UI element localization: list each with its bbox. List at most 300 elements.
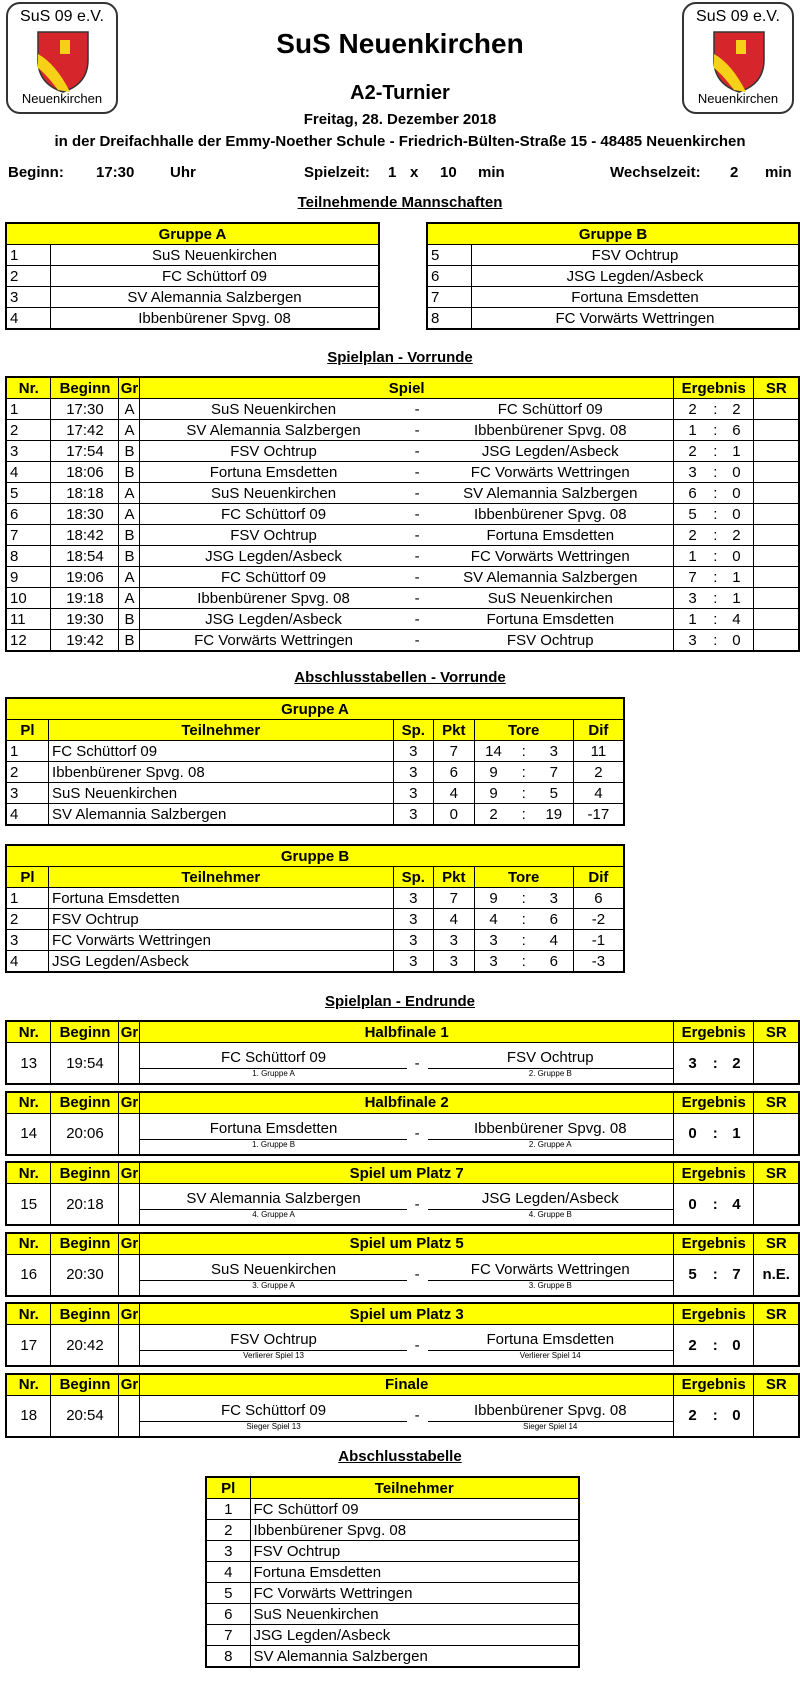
score-colon: :: [711, 504, 719, 525]
vs-dash: -: [407, 1184, 428, 1226]
goals-for: 9: [474, 888, 512, 909]
match-referee-note: [754, 1395, 799, 1437]
col-begin: Beginn: [51, 1162, 119, 1184]
col-sr: SR: [754, 1233, 799, 1255]
col-nr: Nr.: [6, 1374, 51, 1396]
final-team: FSV Ochtrup: [250, 1541, 579, 1562]
play-label: Spielzeit:: [304, 164, 370, 181]
col-team: Teilnehmer: [250, 1477, 579, 1499]
home-team: JSG Legden/Asbeck: [140, 609, 407, 630]
match-nr: 15: [6, 1184, 51, 1226]
away-goals: 0: [719, 546, 754, 567]
section-final-table-title: Abschlusstabelle: [338, 1448, 462, 1465]
group-a-title: Gruppe A: [6, 223, 379, 245]
standing-played: 3: [393, 951, 434, 973]
team-nr: 6: [427, 266, 472, 287]
match-time: 18:30: [51, 504, 119, 525]
col-sp: Sp.: [393, 720, 434, 741]
standing-played: 3: [393, 930, 434, 951]
col-gr: Gr: [119, 1303, 140, 1325]
change-label: Wechselzeit:: [610, 164, 701, 181]
home-team-cell: [140, 1254, 407, 1296]
final-header-row: [6, 1162, 799, 1184]
match-nr: 16: [6, 1254, 51, 1296]
home-seed-note: 1. Gruppe B: [251, 1139, 296, 1149]
goal-difference: -17: [573, 804, 624, 826]
goals-for: 9: [474, 783, 512, 804]
play-x: x: [410, 164, 419, 181]
team-name: JSG Legden/Asbeck: [472, 266, 800, 287]
match-group: A: [119, 567, 140, 588]
goals-colon: :: [513, 741, 535, 762]
final-standings-header-row: [206, 1477, 579, 1499]
match-nr: 1: [6, 399, 51, 420]
match-row: [6, 630, 799, 652]
home-goals: 2: [673, 441, 711, 462]
home-seed-note: 1. Gruppe A: [252, 1069, 295, 1078]
col-gr: Gr: [119, 1233, 140, 1255]
match-group: A: [119, 588, 140, 609]
goal-difference: -1: [573, 930, 624, 951]
col-pkt: Pkt: [434, 720, 475, 741]
score-colon: :: [711, 1043, 719, 1085]
standing-team: JSG Legden/Asbeck: [49, 951, 393, 973]
away-goals: 0: [719, 462, 754, 483]
match-referee-note: [754, 1325, 799, 1367]
begin-time: 17:30: [96, 164, 135, 181]
col-gr: Gr: [119, 1374, 140, 1396]
standing-place: 3: [6, 783, 49, 804]
col-nr: Nr.: [6, 1092, 51, 1114]
match-nr: 5: [6, 483, 51, 504]
home-team: SV Alemannia Salzbergen: [186, 1190, 361, 1207]
score-colon: :: [711, 630, 719, 652]
home-seed-note: Verlierer Spiel 13: [243, 1351, 304, 1360]
away-team: JSG Legden/Asbeck: [428, 441, 674, 462]
vs-dash: -: [407, 1325, 428, 1367]
final-header-row: [6, 1021, 799, 1043]
final-place: 7: [206, 1625, 250, 1646]
standing-points: 0: [434, 804, 475, 826]
home-team-block: [140, 1255, 406, 1295]
final-team: FC Vorwärts Wettringen: [250, 1583, 579, 1604]
match-referee: [754, 609, 799, 630]
logo-top-text: SuS 09 e.V.: [20, 8, 104, 25]
standing-place: 2: [6, 909, 49, 930]
final-team: FC Schüttorf 09: [250, 1499, 579, 1520]
away-goals: 1: [719, 588, 754, 609]
round-title: Spiel um Platz 3: [140, 1303, 674, 1325]
away-team: FC Vorwärts Wettringen: [428, 546, 674, 567]
vs-dash: -: [407, 1395, 428, 1437]
match-group: A: [119, 399, 140, 420]
col-result: Ergebnis: [673, 1374, 754, 1396]
standings-row: [6, 741, 624, 762]
final-match-table: [5, 1161, 800, 1226]
away-team: Fortuna Emsdetten: [428, 609, 674, 630]
goal-difference: 4: [573, 783, 624, 804]
standing-points: 3: [434, 951, 475, 973]
home-seed-note: Sieger Spiel 13: [246, 1421, 301, 1431]
away-seed-note: Sieger Spiel 14: [523, 1421, 578, 1431]
match-nr: 18: [6, 1395, 51, 1437]
round-title: Halbfinale 2: [140, 1092, 674, 1114]
match-group: B: [119, 525, 140, 546]
goals-colon: :: [513, 909, 535, 930]
home-seed-note: 3. Gruppe A: [252, 1280, 295, 1290]
home-goals: 5: [673, 1254, 711, 1296]
final-match-table: [5, 1373, 800, 1438]
col-sr: SR: [754, 1303, 799, 1325]
away-team-block: [428, 1043, 673, 1083]
team-row: [6, 308, 379, 330]
standing-place: 1: [6, 888, 49, 909]
away-goals: 1: [719, 1113, 754, 1155]
col-sp: Sp.: [393, 867, 434, 888]
team-nr: 7: [427, 287, 472, 308]
col-begin: Beginn: [51, 1092, 119, 1114]
final-standings-row: [206, 1520, 579, 1541]
home-goals: 2: [673, 1395, 711, 1437]
match-group: [119, 1395, 140, 1437]
home-team: FC Vorwärts Wettringen: [140, 630, 407, 652]
score-colon: :: [711, 588, 719, 609]
home-goals: 1: [673, 546, 711, 567]
standing-team: FC Schüttorf 09: [49, 741, 393, 762]
vs-dash: -: [407, 504, 428, 525]
match-referee: [754, 546, 799, 567]
score-colon: :: [711, 441, 719, 462]
home-goals: 1: [673, 609, 711, 630]
vs-dash: -: [407, 1113, 428, 1155]
col-gr: Gr: [119, 1021, 140, 1043]
home-team: FC Schüttorf 09: [221, 1401, 327, 1419]
match-referee: [754, 525, 799, 546]
home-team: FSV Ochtrup: [140, 441, 407, 462]
final-standings-row: [206, 1583, 579, 1604]
away-goals: 2: [719, 399, 754, 420]
match-group: B: [119, 441, 140, 462]
goals-against: 6: [535, 909, 573, 930]
away-team-block: [428, 1255, 673, 1295]
away-goals: 0: [719, 1325, 754, 1367]
match-row: [6, 420, 799, 441]
col-sr: SR: [754, 1092, 799, 1114]
logo-bottom-text: Neuenkirchen: [21, 91, 103, 106]
standing-place: 4: [6, 951, 49, 973]
round-title: Spiel um Platz 7: [140, 1162, 674, 1184]
team-name: FC Schüttorf 09: [51, 266, 380, 287]
away-team: Ibbenbürener Spvg. 08: [428, 504, 674, 525]
final-header-row: [6, 1233, 799, 1255]
final-place: 2: [206, 1520, 250, 1541]
col-nr: Nr.: [6, 1021, 51, 1043]
home-goals: 6: [673, 483, 711, 504]
goal-difference: -3: [573, 951, 624, 973]
standings-row: [6, 909, 624, 930]
home-goals: 1: [673, 420, 711, 441]
final-match-table: [5, 1302, 800, 1367]
score-colon: :: [711, 1184, 719, 1226]
final-header-row: [6, 1303, 799, 1325]
final-team: SuS Neuenkirchen: [250, 1604, 579, 1625]
home-team-block: [140, 1184, 406, 1224]
goals-against: 3: [535, 888, 573, 909]
col-team: Teilnehmer: [49, 867, 393, 888]
col-result: Ergebnis: [673, 1303, 754, 1325]
away-team: FC Vorwärts Wettringen: [428, 462, 674, 483]
goals-against: 6: [535, 951, 573, 973]
team-row: [427, 245, 799, 266]
final-match-table: [5, 1020, 800, 1085]
away-team: SuS Neuenkirchen: [428, 588, 674, 609]
match-referee: [754, 588, 799, 609]
col-sr: SR: [754, 377, 799, 399]
team-name: FC Vorwärts Wettringen: [472, 308, 800, 330]
standing-points: 7: [434, 888, 475, 909]
goals-colon: :: [513, 783, 535, 804]
away-team-cell: [428, 1043, 674, 1085]
home-team: Fortuna Emsdetten: [209, 1119, 338, 1137]
team-nr: 3: [6, 287, 51, 308]
score-colon: :: [711, 1254, 719, 1296]
final-team: SV Alemannia Salzbergen: [250, 1646, 579, 1668]
match-group: A: [119, 483, 140, 504]
match-time: 19:30: [51, 609, 119, 630]
col-sr: SR: [754, 1021, 799, 1043]
final-place: 8: [206, 1646, 250, 1668]
page-title: SuS Neuenkirchen: [276, 28, 524, 59]
match-referee-note: [754, 1043, 799, 1085]
col-game: Spiel: [140, 377, 674, 399]
final-place: 1: [206, 1499, 250, 1520]
home-team: SuS Neuenkirchen: [211, 1260, 337, 1278]
round-title: Halbfinale 1: [140, 1021, 674, 1043]
away-seed-note: 2. Gruppe B: [528, 1069, 572, 1078]
match-row: [6, 399, 799, 420]
score-colon: :: [711, 546, 719, 567]
match-time: 18:42: [51, 525, 119, 546]
group-b-teams-table: [426, 222, 800, 330]
score-colon: :: [711, 462, 719, 483]
away-seed-note: Verlierer Spiel 14: [519, 1351, 581, 1360]
vs-dash: -: [407, 567, 428, 588]
home-goals: 3: [673, 630, 711, 652]
col-begin: Beginn: [51, 1303, 119, 1325]
home-team: SuS Neuenkirchen: [140, 483, 407, 504]
score-colon: :: [711, 567, 719, 588]
standings-row: [6, 888, 624, 909]
team-row: [427, 266, 799, 287]
match-referee: [754, 483, 799, 504]
final-place: 6: [206, 1604, 250, 1625]
score-colon: :: [711, 525, 719, 546]
home-team-block: [140, 1325, 406, 1365]
vs-dash: -: [407, 525, 428, 546]
final-team: JSG Legden/Asbeck: [250, 1625, 579, 1646]
away-goals: 0: [719, 504, 754, 525]
standings-header-row: [6, 867, 624, 888]
standing-team: FSV Ochtrup: [49, 909, 393, 930]
final-standings-row: [206, 1499, 579, 1520]
home-team: JSG Legden/Asbeck: [140, 546, 407, 567]
final-match-table: [5, 1232, 800, 1297]
event-date: Freitag, 28. Dezember 2018: [303, 111, 497, 128]
final-place: 3: [206, 1541, 250, 1562]
vs-dash: -: [407, 588, 428, 609]
standing-place: 1: [6, 741, 49, 762]
goals-colon: :: [513, 951, 535, 973]
col-tore: Tore: [474, 867, 573, 888]
standing-team: Fortuna Emsdetten: [49, 888, 393, 909]
final-standings-row: [206, 1646, 579, 1668]
group-b-standings-title: Gruppe B: [6, 845, 624, 867]
col-sr: SR: [754, 1162, 799, 1184]
match-nr: 11: [6, 609, 51, 630]
standing-points: 7: [434, 741, 475, 762]
match-row: [6, 588, 799, 609]
group-a-standings-title: Gruppe A: [6, 698, 624, 720]
goals-for: 3: [474, 930, 512, 951]
event-venue: in der Dreifachhalle der Emmy-Noether Schule - Friedrich-Bülten-Straße 15 - 48485 Neuenkirchen: [54, 133, 746, 150]
col-gr: Gr: [119, 377, 140, 399]
match-nr: 9: [6, 567, 51, 588]
match-row: [6, 567, 799, 588]
away-seed-note: 2. Gruppe A: [528, 1139, 572, 1149]
col-nr: Nr.: [6, 1162, 51, 1184]
home-goals: 3: [673, 462, 711, 483]
team-nr: 5: [427, 245, 472, 266]
match-row: [6, 462, 799, 483]
standing-place: 4: [6, 804, 49, 826]
match-referee: [754, 420, 799, 441]
standing-played: 3: [393, 804, 434, 826]
vs-dash: -: [407, 441, 428, 462]
final-place: 5: [206, 1583, 250, 1604]
final-standings-table: [205, 1476, 580, 1668]
change-minutes: 2: [730, 164, 739, 181]
col-sr: SR: [754, 1374, 799, 1396]
away-team: FC Schüttorf 09: [428, 399, 674, 420]
begin-unit: Uhr: [170, 164, 196, 181]
home-goals: 3: [673, 1043, 711, 1085]
final-match-row: [6, 1325, 799, 1367]
begin-label: Beginn:: [8, 164, 64, 181]
col-begin: Beginn: [51, 1374, 119, 1396]
vs-dash: -: [407, 546, 428, 567]
match-referee-note: n.E.: [754, 1254, 799, 1296]
group-b-standings-table: [5, 844, 625, 973]
match-time: 18:18: [51, 483, 119, 504]
vs-dash: -: [407, 609, 428, 630]
away-team: JSG Legden/Asbeck: [481, 1190, 619, 1207]
away-goals: 7: [719, 1254, 754, 1296]
away-seed-note: 4. Gruppe B: [528, 1210, 572, 1219]
final-standings-row: [206, 1625, 579, 1646]
goal-difference: 2: [573, 762, 624, 783]
away-team-cell: [428, 1325, 674, 1367]
match-nr: 17: [6, 1325, 51, 1367]
goal-difference: 6: [573, 888, 624, 909]
match-group: [119, 1254, 140, 1296]
play-minutes: 10: [440, 164, 457, 181]
final-standings-row: [206, 1541, 579, 1562]
match-row: [6, 546, 799, 567]
match-time: 20:42: [51, 1325, 119, 1367]
team-row: [6, 287, 379, 308]
final-team: Ibbenbürener Spvg. 08: [250, 1520, 579, 1541]
match-row: [6, 525, 799, 546]
away-team: FSV Ochtrup: [506, 1049, 594, 1066]
match-time: 19:06: [51, 567, 119, 588]
col-pl: Pl: [6, 720, 49, 741]
match-referee: [754, 462, 799, 483]
final-match-row: [6, 1184, 799, 1226]
match-time: 17:30: [51, 399, 119, 420]
team-row: [6, 245, 379, 266]
away-team: FC Vorwärts Wettringen: [470, 1260, 630, 1278]
match-referee: [754, 441, 799, 462]
team-nr: 8: [427, 308, 472, 330]
col-pkt: Pkt: [434, 867, 475, 888]
standing-points: 6: [434, 762, 475, 783]
match-group: B: [119, 609, 140, 630]
away-team-block: [428, 1184, 673, 1224]
home-team: FC Schüttorf 09: [221, 1049, 327, 1066]
final-header-row: [6, 1374, 799, 1396]
home-team-block: [140, 1043, 406, 1083]
col-begin: Beginn: [51, 1021, 119, 1043]
goals-for: 3: [474, 951, 512, 973]
vs-dash: -: [407, 420, 428, 441]
final-standings-row: [206, 1562, 579, 1583]
home-team-cell: [140, 1043, 407, 1085]
match-row: [6, 441, 799, 462]
final-match-row: [6, 1043, 799, 1085]
home-seed-note: 4. Gruppe A: [252, 1210, 295, 1219]
match-group: A: [119, 420, 140, 441]
standings-row: [6, 783, 624, 804]
home-team-cell: [140, 1395, 407, 1437]
match-time: 19:54: [51, 1043, 119, 1085]
match-group: [119, 1184, 140, 1226]
standings-row: [6, 762, 624, 783]
vs-dash: -: [407, 399, 428, 420]
match-nr: 12: [6, 630, 51, 652]
goal-difference: -2: [573, 909, 624, 930]
match-group: A: [119, 504, 140, 525]
home-team: Fortuna Emsdetten: [140, 462, 407, 483]
goals-for: 4: [474, 909, 512, 930]
standing-team: FC Vorwärts Wettringen: [49, 930, 393, 951]
round-title: Spiel um Platz 5: [140, 1233, 674, 1255]
home-team-block: [140, 1114, 406, 1154]
team-name: Fortuna Emsdetten: [472, 287, 800, 308]
score-colon: :: [711, 609, 719, 630]
match-time: 20:30: [51, 1254, 119, 1296]
away-team-block: [428, 1325, 673, 1365]
prelim-schedule-table: [5, 376, 800, 652]
standing-played: 3: [393, 909, 434, 930]
standing-team: SV Alemannia Salzbergen: [49, 804, 393, 826]
section-tables-title: Abschlusstabellen - Vorrunde: [294, 669, 506, 686]
col-begin: Beginn: [51, 377, 119, 399]
vs-dash: -: [407, 462, 428, 483]
standings-row: [6, 951, 624, 973]
match-referee: [754, 567, 799, 588]
away-team-block: [428, 1396, 673, 1436]
group-a-teams-table: [5, 222, 380, 330]
